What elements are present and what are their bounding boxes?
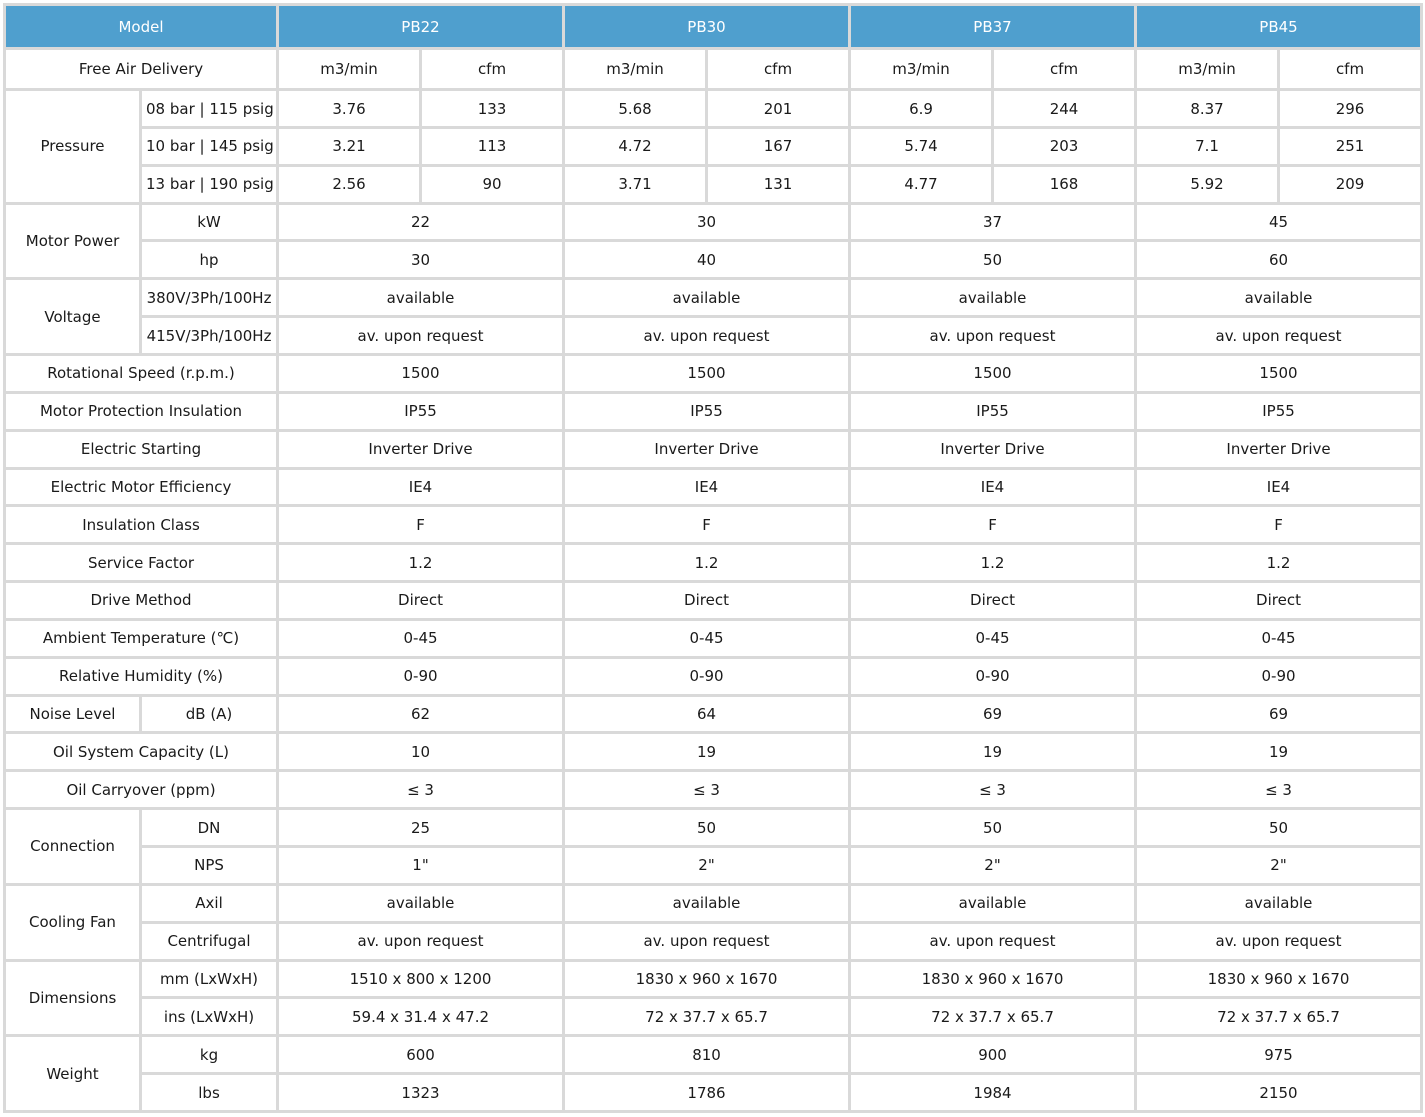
pressure-row [5, 165, 1422, 203]
voltage-sub-label: 380V/3Ph/100Hz [141, 279, 278, 317]
motor-power-value: 37 [850, 203, 1136, 241]
insulation-class-value: F [278, 506, 564, 544]
motor-efficiency-label: Electric Motor Efficiency [5, 468, 278, 506]
relative-humidity-row [5, 657, 1422, 695]
noise-level-value: 69 [850, 695, 1136, 733]
connection-value: 2" [1136, 846, 1422, 884]
rotational-speed-value: 1500 [1136, 355, 1422, 393]
rotational-speed-row [5, 355, 1422, 393]
oil-capacity-row [5, 733, 1422, 771]
unit-cfm: cfm [707, 49, 850, 90]
motor-protection-value: IP55 [278, 392, 564, 430]
pressure-value: 3.71 [564, 165, 707, 203]
motor-power-value: 30 [564, 203, 850, 241]
connection-value: 25 [278, 809, 564, 847]
weight-sub-label: lbs [141, 1074, 278, 1112]
motor-power-row [5, 203, 1422, 241]
weight-value: 600 [278, 1036, 564, 1074]
motor-power-value: 50 [850, 241, 1136, 279]
motor-efficiency-value: IE4 [850, 468, 1136, 506]
motor-power-value: 22 [278, 203, 564, 241]
pressure-value: 201 [707, 90, 850, 128]
dimensions-value: 59.4 x 31.4 x 47.2 [278, 998, 564, 1036]
oil-capacity-value: 19 [1136, 733, 1422, 771]
oil-capacity-value: 10 [278, 733, 564, 771]
voltage-sub-label: 415V/3Ph/100Hz [141, 317, 278, 355]
rotational-speed-value: 1500 [278, 355, 564, 393]
cooling-fan-row [5, 922, 1422, 960]
motor-power-value: 60 [1136, 241, 1422, 279]
cooling-fan-sub-label: Centrifugal [141, 922, 278, 960]
motor-power-row [5, 241, 1422, 279]
weight-value: 1786 [564, 1074, 850, 1112]
motor-efficiency-value: IE4 [278, 468, 564, 506]
voltage-value: av. upon request [564, 317, 850, 355]
cooling-fan-value: av. upon request [850, 922, 1136, 960]
drive-method-value: Direct [564, 582, 850, 620]
voltage-row [5, 317, 1422, 355]
electric-starting-row [5, 430, 1422, 468]
motor-protection-value: IP55 [850, 392, 1136, 430]
pressure-sub-label: 10 bar | 145 psig [141, 127, 278, 165]
connection-row [5, 809, 1422, 847]
ambient-temperature-value: 0-45 [278, 619, 564, 657]
rotational-speed-value: 1500 [564, 355, 850, 393]
pressure-value: 203 [993, 127, 1136, 165]
pressure-value: 4.72 [564, 127, 707, 165]
unit-cfm: cfm [993, 49, 1136, 90]
ambient-temperature-value: 0-45 [850, 619, 1136, 657]
weight-value: 2150 [1136, 1074, 1422, 1112]
dimensions-value: 1830 x 960 x 1670 [1136, 960, 1422, 998]
cooling-fan-sub-label: Axil [141, 884, 278, 922]
pressure-value: 251 [1279, 127, 1422, 165]
insulation-class-label: Insulation Class [5, 506, 278, 544]
insulation-class-value: F [564, 506, 850, 544]
motor-efficiency-value: IE4 [564, 468, 850, 506]
pressure-value: 2.56 [278, 165, 421, 203]
weight-value: 810 [564, 1036, 850, 1074]
voltage-value: av. upon request [1136, 317, 1422, 355]
rotational-speed-label: Rotational Speed (r.p.m.) [5, 355, 278, 393]
pressure-value: 296 [1279, 90, 1422, 128]
cooling-fan-value: av. upon request [564, 922, 850, 960]
oil-carryover-value: ≤ 3 [278, 771, 564, 809]
insulation-class-value: F [850, 506, 1136, 544]
unit-m3min: m3/min [1136, 49, 1279, 90]
connection-sub-label: DN [141, 809, 278, 847]
pressure-value: 8.37 [1136, 90, 1279, 128]
oil-capacity-value: 19 [564, 733, 850, 771]
connection-value: 50 [1136, 809, 1422, 847]
pressure-value: 4.77 [850, 165, 993, 203]
dimensions-row [5, 998, 1422, 1036]
voltage-value: av. upon request [850, 317, 1136, 355]
voltage-value: available [850, 279, 1136, 317]
weight-sub-label: kg [141, 1036, 278, 1074]
electric-starting-value: Inverter Drive [1136, 430, 1422, 468]
dimensions-sub-label: mm (LxWxH) [141, 960, 278, 998]
motor-protection-value: IP55 [1136, 392, 1422, 430]
pressure-value: 3.76 [278, 90, 421, 128]
pressure-row [5, 127, 1422, 165]
ambient-temperature-row [5, 619, 1422, 657]
electric-starting-value: Inverter Drive [564, 430, 850, 468]
motor-efficiency-value: IE4 [1136, 468, 1422, 506]
drive-method-value: Direct [850, 582, 1136, 620]
oil-capacity-value: 19 [850, 733, 1136, 771]
unit-cfm: cfm [421, 49, 564, 90]
motor-power-sub-label: kW [141, 203, 278, 241]
drive-method-label: Drive Method [5, 582, 278, 620]
insulation-class-row [5, 506, 1422, 544]
oil-carryover-value: ≤ 3 [1136, 771, 1422, 809]
weight-label: Weight [5, 1036, 141, 1112]
noise-level-sub-label: dB (A) [141, 695, 278, 733]
pressure-value: 90 [421, 165, 564, 203]
cooling-fan-value: available [278, 884, 564, 922]
connection-value: 2" [564, 846, 850, 884]
cooling-fan-row [5, 884, 1422, 922]
dimensions-value: 72 x 37.7 x 65.7 [850, 998, 1136, 1036]
cooling-fan-value: available [1136, 884, 1422, 922]
rotational-speed-value: 1500 [850, 355, 1136, 393]
weight-value: 900 [850, 1036, 1136, 1074]
dimensions-label: Dimensions [5, 960, 141, 1036]
pressure-value: 167 [707, 127, 850, 165]
electric-starting-label: Electric Starting [5, 430, 278, 468]
unit-cfm: cfm [1279, 49, 1422, 90]
voltage-row [5, 279, 1422, 317]
noise-level-value: 62 [278, 695, 564, 733]
pressure-label: Pressure [5, 90, 141, 204]
oil-carryover-label: Oil Carryover (ppm) [5, 771, 278, 809]
drive-method-value: Direct [278, 582, 564, 620]
dimensions-sub-label: ins (LxWxH) [141, 998, 278, 1036]
motor-power-label: Motor Power [5, 203, 141, 279]
cooling-fan-value: available [850, 884, 1136, 922]
relative-humidity-value: 0-90 [278, 657, 564, 695]
ambient-temperature-value: 0-45 [564, 619, 850, 657]
connection-value: 50 [850, 809, 1136, 847]
ambient-temperature-value: 0-45 [1136, 619, 1422, 657]
model-pb37-header: PB37 [850, 5, 1136, 49]
electric-starting-value: Inverter Drive [850, 430, 1136, 468]
motor-protection-label: Motor Protection Insulation [5, 392, 278, 430]
pressure-value: 244 [993, 90, 1136, 128]
service-factor-value: 1.2 [564, 544, 850, 582]
pressure-value: 131 [707, 165, 850, 203]
service-factor-value: 1.2 [278, 544, 564, 582]
unit-m3min: m3/min [564, 49, 707, 90]
weight-value: 1984 [850, 1074, 1136, 1112]
noise-level-value: 69 [1136, 695, 1422, 733]
cooling-fan-value: av. upon request [278, 922, 564, 960]
dimensions-value: 1510 x 800 x 1200 [278, 960, 564, 998]
pressure-value: 3.21 [278, 127, 421, 165]
dimensions-value: 72 x 37.7 x 65.7 [1136, 998, 1422, 1036]
pressure-value: 5.68 [564, 90, 707, 128]
pressure-sub-label: 08 bar | 115 psig [141, 90, 278, 128]
motor-efficiency-row [5, 468, 1422, 506]
pressure-value: 168 [993, 165, 1136, 203]
motor-power-value: 40 [564, 241, 850, 279]
cooling-fan-label: Cooling Fan [5, 884, 141, 960]
motor-power-value: 30 [278, 241, 564, 279]
pressure-value: 133 [421, 90, 564, 128]
motor-protection-row [5, 392, 1422, 430]
noise-level-label: Noise Level [5, 695, 141, 733]
insulation-class-value: F [1136, 506, 1422, 544]
voltage-value: available [564, 279, 850, 317]
drive-method-value: Direct [1136, 582, 1422, 620]
spec-table-body [5, 5, 1422, 1112]
pressure-row [5, 90, 1422, 128]
unit-m3min: m3/min [850, 49, 993, 90]
weight-value: 975 [1136, 1036, 1422, 1074]
cooling-fan-value: av. upon request [1136, 922, 1422, 960]
ambient-temperature-label: Ambient Temperature (℃) [5, 619, 278, 657]
service-factor-value: 1.2 [850, 544, 1136, 582]
pressure-value: 7.1 [1136, 127, 1279, 165]
oil-carryover-value: ≤ 3 [850, 771, 1136, 809]
weight-row [5, 1036, 1422, 1074]
pressure-value: 5.92 [1136, 165, 1279, 203]
connection-value: 2" [850, 846, 1136, 884]
voltage-value: available [278, 279, 564, 317]
voltage-value: av. upon request [278, 317, 564, 355]
header-row [5, 5, 1422, 49]
relative-humidity-value: 0-90 [564, 657, 850, 695]
pressure-value: 6.9 [850, 90, 993, 128]
weight-value: 1323 [278, 1074, 564, 1112]
relative-humidity-value: 0-90 [850, 657, 1136, 695]
noise-level-value: 64 [564, 695, 850, 733]
voltage-label: Voltage [5, 279, 141, 355]
unit-m3min: m3/min [278, 49, 421, 90]
oil-carryover-value: ≤ 3 [564, 771, 850, 809]
service-factor-label: Service Factor [5, 544, 278, 582]
model-pb22-header: PB22 [278, 5, 564, 49]
model-pb30-header: PB30 [564, 5, 850, 49]
voltage-value: available [1136, 279, 1422, 317]
service-factor-row [5, 544, 1422, 582]
electric-starting-value: Inverter Drive [278, 430, 564, 468]
motor-power-sub-label: hp [141, 241, 278, 279]
connection-value: 1" [278, 846, 564, 884]
drive-method-row [5, 582, 1422, 620]
spec-table [3, 3, 1423, 1113]
oil-carryover-row [5, 771, 1422, 809]
pressure-sub-label: 13 bar | 190 psig [141, 165, 278, 203]
relative-humidity-label: Relative Humidity (%) [5, 657, 278, 695]
pressure-value: 113 [421, 127, 564, 165]
service-factor-value: 1.2 [1136, 544, 1422, 582]
connection-label: Connection [5, 809, 141, 885]
connection-row [5, 846, 1422, 884]
connection-value: 50 [564, 809, 850, 847]
motor-protection-value: IP55 [564, 392, 850, 430]
model-pb45-header: PB45 [1136, 5, 1422, 49]
pressure-value: 5.74 [850, 127, 993, 165]
pressure-value: 209 [1279, 165, 1422, 203]
connection-sub-label: NPS [141, 846, 278, 884]
free-air-delivery-label: Free Air Delivery [5, 49, 278, 90]
weight-row [5, 1074, 1422, 1112]
relative-humidity-value: 0-90 [1136, 657, 1422, 695]
oil-capacity-label: Oil System Capacity (L) [5, 733, 278, 771]
noise-level-row [5, 695, 1422, 733]
dimensions-value: 1830 x 960 x 1670 [850, 960, 1136, 998]
motor-power-value: 45 [1136, 203, 1422, 241]
dimensions-value: 1830 x 960 x 1670 [564, 960, 850, 998]
model-header: Model [5, 5, 278, 49]
free-air-delivery-row [5, 49, 1422, 90]
dimensions-row [5, 960, 1422, 998]
cooling-fan-value: available [564, 884, 850, 922]
dimensions-value: 72 x 37.7 x 65.7 [564, 998, 850, 1036]
